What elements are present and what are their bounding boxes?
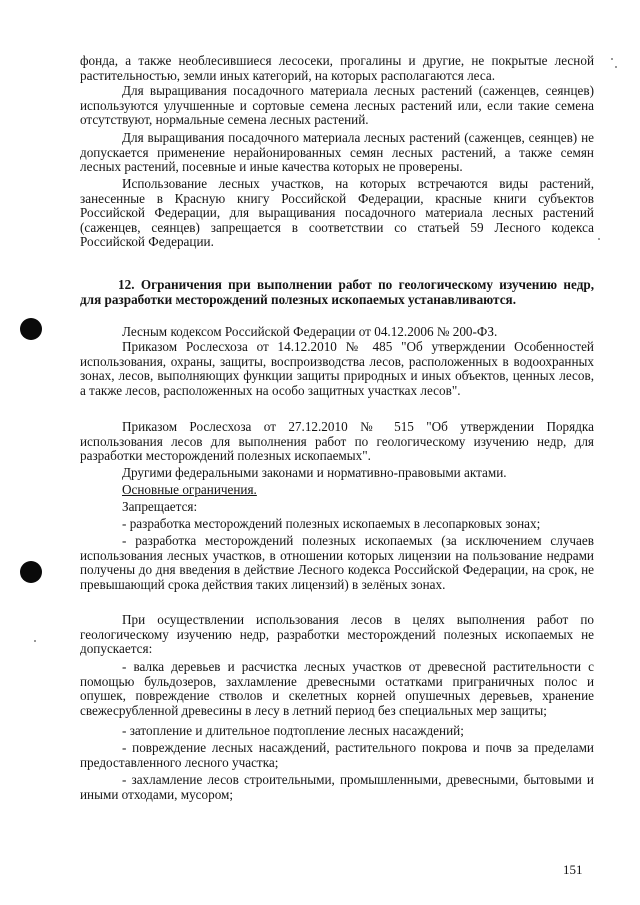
paragraph-prohibited: Запрещается: xyxy=(122,499,198,514)
section-heading: 12. Ограничения при выполнении работ по геологическому изучению недр, для разработки месторождений полезных ископаемых устанавливаются. xyxy=(80,277,594,307)
list-item-forest-park: - разработка месторождений полезных ископаемых в лесопарковых зонах; xyxy=(122,516,541,531)
paragraph-red-book: Использование лесных участков, на которых встречаются виды растений, занесенные в Красную книгу Российской Федерации, красные книги субъектов Российской Федерации, для выращивания посадочного материала лесных растений (саженцев, сеянцев) запрещается в соответствии со статьей 59 Лесного кодекса Российской Федерации. xyxy=(80,176,594,250)
scan-speck xyxy=(598,238,600,240)
list-item-littering: - захламление лесов строительными, промышленными, древесными, бытовыми и иными отходами, мусором; xyxy=(80,772,594,802)
paragraph-order-515: Приказом Рослесхоза от 27.12.2010 № 515 "Об утверждении Порядка использования лесов для выполнения работ по геологическому изучению недр, для разработки месторождений полезных ископаемых". xyxy=(80,419,594,464)
paragraph-seeds-improved: Для выращивания посадочного материала лесных растений (саженцев, сеянцев) используются улучшенные и сортовые семена лесных растений или, если такие семена отсутствуют, нормальные семена лесных растений. xyxy=(80,83,594,128)
paragraph-order-485: Приказом Рослесхоза от 14.12.2010 № 485 "Об утверждении Особенностей использования, охраны, защиты, воспроизводства лесов, расположенных в водоохранных зонах, лесов, выполняющих функции защиты природных и иных объектов, ценных лесов, а также лесов, расположенных на особо защитных участках лесов". xyxy=(80,339,594,398)
paragraph-other-laws: Другими федеральными законами и нормативно-правовыми актами. xyxy=(122,465,507,480)
paragraph-forest-code: Лесным кодексом Российской Федерации от 04.12.2006 № 200-ФЗ. xyxy=(122,324,498,339)
paragraph-main-restrictions xyxy=(80,483,594,498)
punch-hole-top xyxy=(20,318,42,340)
scan-speck xyxy=(34,640,36,642)
paragraph-seeds-restrictions: Для выращивания посадочного материала лесных растений (саженцев, сеянцев) не допускается применение нерайонированных семян лесных растений, а также семян лесных растений, посевные и иные качества которых не проверены. xyxy=(80,130,594,175)
page-number: 151 xyxy=(563,862,583,877)
scan-speck xyxy=(611,58,613,60)
paragraph-not-allowed: При осуществлении использования лесов в целях выполнения работ по геологическому изучению недр, разработки месторождений полезных ископаемых не допускается: xyxy=(80,612,594,657)
scan-speck xyxy=(615,66,617,68)
list-item-felling: - валка деревьев и расчистка лесных участков от древесной растительности с помощью бульдозеров, захламление древесными остатками приграничных полос и опушек, повреждение стволов и скелетных корней опушечных деревьев, хранение свежесрубленной древесины в лесу в летний период без специальных мер защиты; xyxy=(80,659,594,718)
list-item-damage: - повреждение лесных насаждений, растительного покрова и почв за пределами предоставленного лесного участка; xyxy=(80,740,594,770)
punch-hole-bottom xyxy=(20,561,42,583)
list-item-flooding: - затопление и длительное подтопление лесных насаждений; xyxy=(122,723,464,738)
list-item-green-zones: - разработка месторождений полезных ископаемых (за исключением случаев использования лесных участков, в отношении которых лицензии на пользование недрами получены до дня введения в действие Лесного кодекса Российской Федерации, на срок, не превышающий срока действия таких лицензий) в зелёных зонах. xyxy=(80,533,594,592)
main-restrictions-label: Основные ограничения. xyxy=(122,482,257,497)
paragraph-intro: фонда, а также необлесившиеся лесосеки, прогалины и другие, не покрытые лесной растительностью, земли иных категорий, на которых располагаются леса. xyxy=(80,53,594,83)
